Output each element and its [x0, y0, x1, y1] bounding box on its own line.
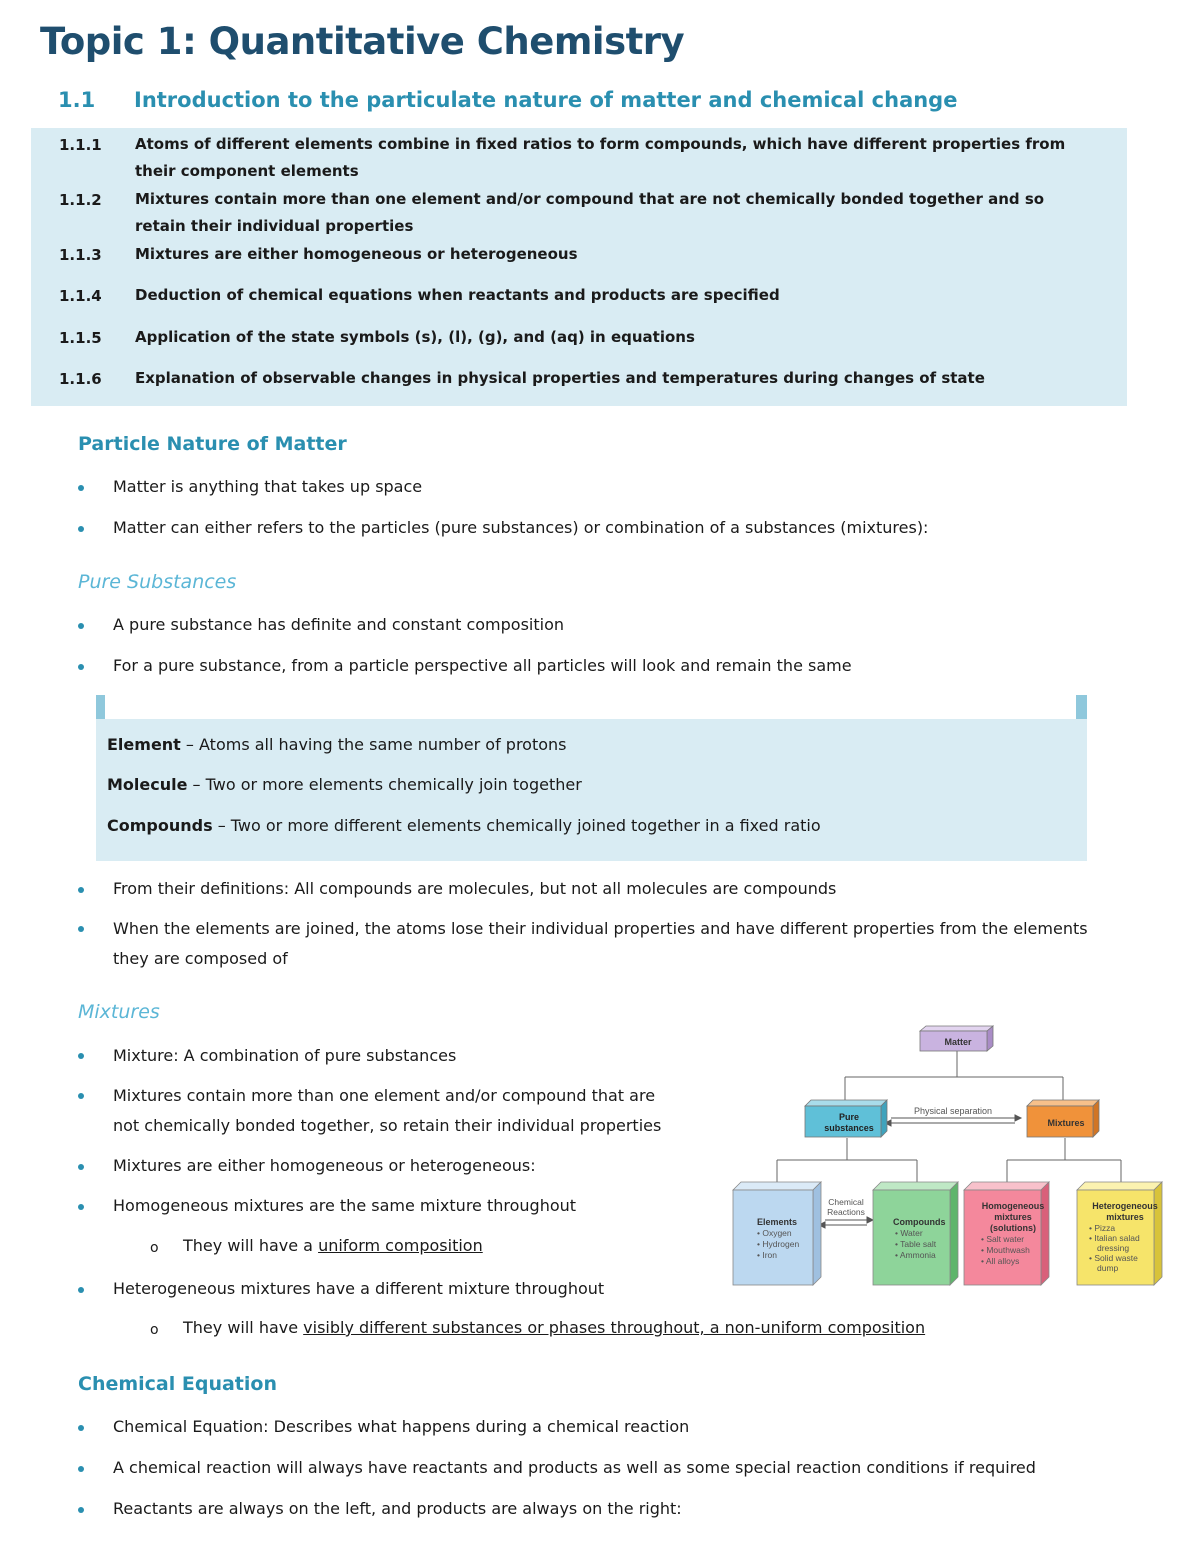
- outcome-number: 1.1.2: [59, 191, 102, 209]
- outcome-number: 1.1.3: [59, 246, 102, 264]
- sub-list-text: They will have a: [183, 1236, 319, 1255]
- definition-element: [107, 735, 567, 754]
- diagram-label: mixtures: [1106, 1212, 1144, 1222]
- diagram-label: Chemical: [828, 1197, 864, 1207]
- bullet-icon: [78, 1053, 84, 1059]
- outcome-number: 1.1.1: [59, 136, 102, 154]
- box-tab-right: [1076, 695, 1087, 719]
- box-tab-left: [96, 695, 105, 719]
- diagram-label: • Salt water: [981, 1234, 1025, 1244]
- outcome-text: Mixtures are either homogeneous or heterogeneous: [135, 245, 578, 263]
- diagram-label: • Water: [895, 1228, 923, 1238]
- diagram-label: • Hydrogen: [757, 1239, 800, 1249]
- underlined-text: uniform composition: [318, 1236, 483, 1255]
- bullet-icon: [78, 623, 84, 629]
- page-title: Topic 1: Quantitative Chemistry: [40, 20, 685, 63]
- list-item: From their definitions: All compounds are molecules, but not all molecules are compounds: [113, 879, 837, 898]
- sub-list-item: [183, 1318, 925, 1337]
- compounds-node: [873, 1182, 958, 1285]
- list-item: Homogeneous mixtures are the same mixture throughout: [113, 1196, 577, 1215]
- bullet-icon: [78, 1287, 84, 1293]
- definition-term: Molecule: [107, 775, 188, 794]
- outcome-number: 1.1.4: [59, 287, 102, 305]
- bullet-icon: [78, 526, 84, 532]
- section-number: 1.1: [58, 88, 96, 112]
- outcome-number: 1.1.6: [59, 370, 102, 388]
- outcome-text: Explanation of observable changes in physical properties and temperatures during changes of state: [135, 369, 985, 387]
- diagram-label: Heterogeneous: [1092, 1201, 1158, 1211]
- bullet-icon: [78, 485, 84, 491]
- list-item: Matter is anything that takes up space: [113, 477, 423, 496]
- definition-term: Compounds: [107, 816, 213, 835]
- definitions-box: [96, 719, 1087, 861]
- outcome-number: 1.1.5: [59, 329, 102, 347]
- diagram-label: dressing: [1097, 1243, 1130, 1253]
- diagram-label: • Table salt: [895, 1239, 937, 1249]
- heading-particle-nature: Particle Nature of Matter: [78, 433, 347, 455]
- outcome-text: Deduction of chemical equations when reactants and products are specified: [135, 286, 780, 304]
- diagram-label: (solutions): [990, 1223, 1036, 1233]
- heading-mixtures: Mixtures: [78, 1001, 160, 1023]
- elements-node: [733, 1182, 821, 1285]
- diagram-label: Elements: [757, 1217, 798, 1227]
- list-item: Mixtures contain more than one element and/or compound that are: [113, 1086, 656, 1105]
- diagram-label: dump: [1097, 1263, 1119, 1273]
- bullet-icon: [78, 1507, 84, 1513]
- diagram-label: • Italian salad: [1089, 1233, 1140, 1243]
- outcome-text: Application of the state symbols (s), (l), (g), and (aq) in equations: [135, 328, 695, 346]
- mixtures-node: [1027, 1100, 1099, 1137]
- heading-pure-substances: Pure Substances: [78, 571, 237, 593]
- definition-text: – Atoms all having the same number of protons: [180, 735, 567, 754]
- pure-substances-node: [805, 1100, 887, 1137]
- diagram-label: Compounds: [893, 1217, 946, 1227]
- sub-list-item: [183, 1236, 483, 1255]
- definition-text: – Two or more elements chemically join together: [187, 775, 582, 794]
- bullet-icon: [78, 926, 84, 932]
- diagram-label: Reactions: [827, 1207, 865, 1217]
- list-item-continuation: they are composed of: [113, 949, 288, 968]
- bullet-icon: [78, 1093, 84, 1099]
- bullet-icon: [78, 887, 84, 893]
- list-item: Matter can either refers to the particles (pure substances) or combination of a substances (mixtures):: [113, 518, 929, 537]
- bullet-icon: [78, 664, 84, 670]
- definition-compounds: [107, 816, 821, 835]
- bullet-icon: [78, 1204, 84, 1210]
- matter-node: [920, 1026, 993, 1051]
- definition-term: Element: [107, 735, 181, 754]
- definition-molecule: [107, 775, 582, 794]
- outcome-text: Atoms of different elements combine in fixed ratios to form compounds, which have different properties from their component elements: [135, 135, 1066, 180]
- diagram-label: • Pizza: [1089, 1223, 1116, 1233]
- list-item-continuation: not chemically bonded together, so retain their individual properties: [113, 1116, 662, 1135]
- list-item: Mixture: A combination of pure substances: [113, 1046, 457, 1065]
- list-item: When the elements are joined, the atoms lose their individual properties and have different properties from the elements: [113, 919, 1088, 938]
- learning-outcomes-box: [31, 128, 1127, 406]
- heterogeneous-mixtures-node: [1077, 1182, 1162, 1285]
- homogeneous-mixtures-node: [964, 1182, 1049, 1285]
- underlined-text: visibly different substances or phases throughout, a non-uniform composition: [303, 1318, 926, 1337]
- list-item: Chemical Equation: Describes what happens during a chemical reaction: [113, 1417, 690, 1436]
- diagram-label: Physical separation: [913, 1106, 993, 1116]
- list-item: For a pure substance, from a particle perspective all particles will look and remain the same: [113, 656, 852, 675]
- heading-chemical-equation: Chemical Equation: [78, 1373, 277, 1395]
- diagram-label: • Ammonia: [895, 1250, 936, 1260]
- diagram-label: Pure: [838, 1112, 860, 1122]
- diagram-label: • All alloys: [981, 1256, 1020, 1266]
- outcome-text: Mixtures contain more than one element and/or compound that are not chemically bonded together and so retain their individual properties: [135, 190, 1045, 235]
- diagram-label: substances: [824, 1123, 874, 1133]
- diagram-label: Homogeneous: [981, 1201, 1045, 1211]
- diagram-label: Matter: [944, 1037, 972, 1047]
- sub-list-text: They will have: [183, 1318, 304, 1337]
- sub-bullet-icon: o: [150, 1240, 159, 1256]
- sub-bullet-icon: o: [150, 1322, 159, 1338]
- diagram-label: • Oxygen: [757, 1228, 792, 1238]
- list-item: A chemical reaction will always have reactants and products as well as some special reaction conditions if required: [113, 1458, 1036, 1477]
- matter-classification-diagram: [725, 1020, 1170, 1295]
- list-item: Heterogeneous mixtures have a different mixture throughout: [113, 1279, 605, 1298]
- list-item: Reactants are always on the left, and products are always on the right:: [113, 1499, 682, 1518]
- list-item: Mixtures are either homogeneous or heterogeneous:: [113, 1156, 536, 1175]
- section-title: Introduction to the particulate nature of matter and chemical change: [134, 88, 958, 112]
- bullet-icon: [78, 1164, 84, 1170]
- diagram-label: • Solid waste: [1089, 1253, 1138, 1263]
- diagram-label: mixtures: [994, 1212, 1032, 1222]
- diagram-label: • Iron: [757, 1250, 777, 1260]
- bullet-icon: [78, 1425, 84, 1431]
- definition-text: – Two or more different elements chemically joined together in a fixed ratio: [212, 816, 821, 835]
- list-item: A pure substance has definite and constant composition: [113, 615, 565, 634]
- diagram-label: Mixtures: [1047, 1118, 1085, 1128]
- bullet-icon: [78, 1466, 84, 1472]
- diagram-label: • Mouthwash: [981, 1245, 1030, 1255]
